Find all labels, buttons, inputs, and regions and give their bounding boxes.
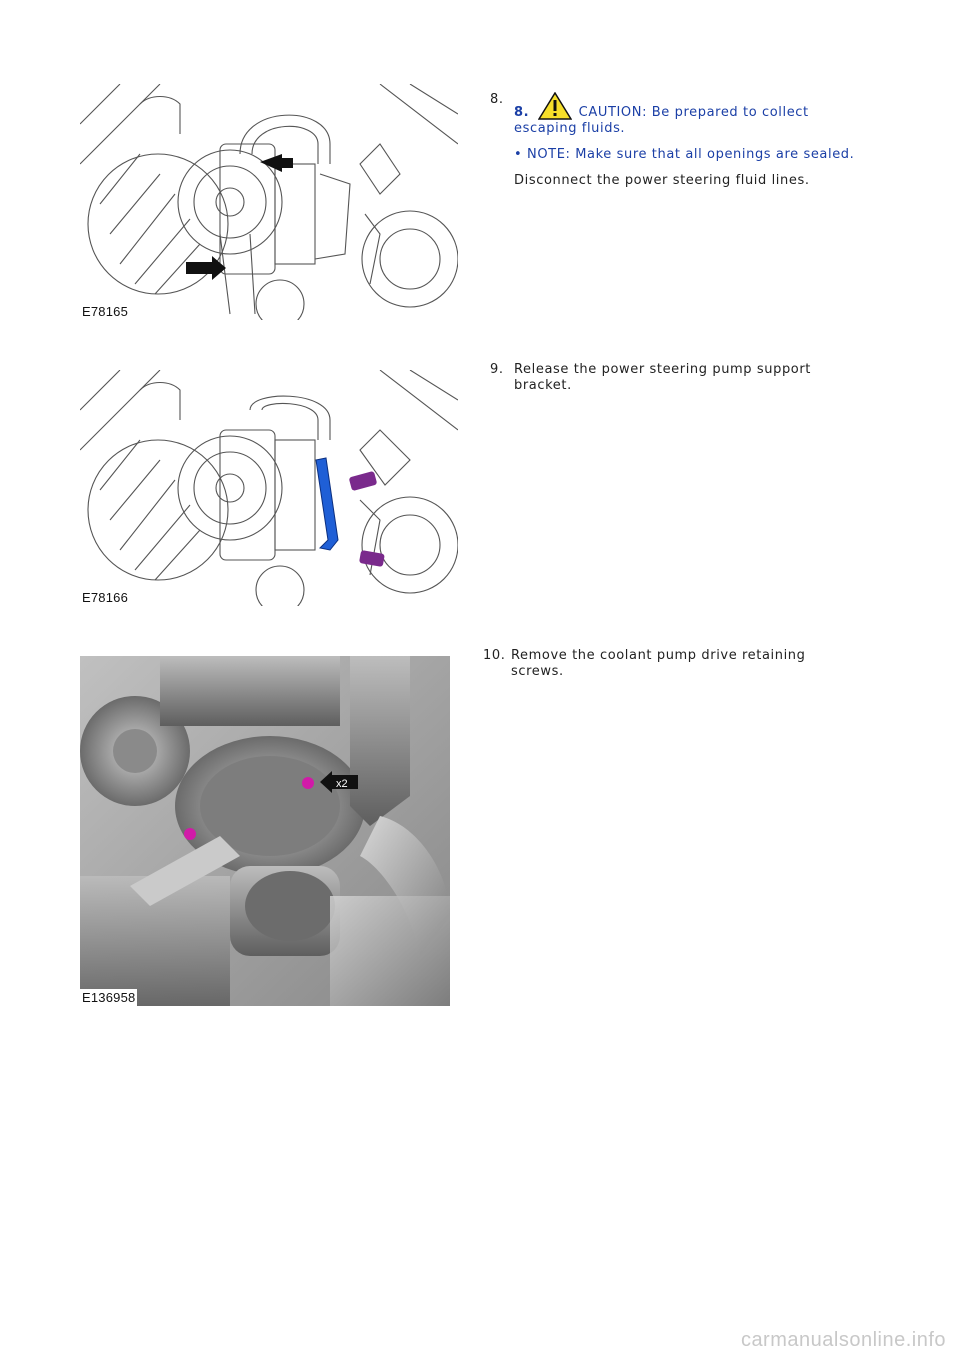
step-description: Release the power steering pump support bracket. — [514, 362, 812, 393]
figure-label: E136958 — [82, 990, 136, 1005]
engine-render-3 — [80, 656, 450, 1006]
callout-text: x2 — [336, 778, 348, 790]
step-number: 10. — [483, 648, 506, 663]
caution-line — [514, 92, 859, 137]
figure-e136958 — [80, 656, 450, 1006]
note-text: • NOTE: Make sure that all openings are sealed. — [514, 147, 855, 162]
step-body — [514, 92, 859, 189]
engine-illustration-2 — [80, 370, 458, 606]
figure-e78166 — [80, 370, 458, 606]
caution-lead: 8. — [514, 105, 530, 120]
warning-triangle-icon — [538, 92, 572, 120]
caution-text: CAUTION: Be prepared to collect escaping fluids. — [514, 105, 809, 136]
step-description: Disconnect the power steering fluid lines. — [514, 173, 810, 188]
step-number: 9. — [490, 362, 504, 377]
retaining-screw-upper — [302, 777, 314, 789]
figure-e78165 — [80, 84, 458, 320]
retaining-screw-lower — [184, 828, 196, 840]
figure-label: E78166 — [82, 590, 129, 605]
arrow-upper — [260, 154, 293, 172]
watermark-footer: carmanualsonline.info — [740, 1329, 946, 1351]
engine-illustration-1 — [80, 84, 458, 320]
step-description: Remove the coolant pump drive retaining screws. — [511, 648, 806, 679]
support-bracket — [316, 458, 338, 550]
step-number: 8. — [490, 92, 504, 107]
figure-label: E78165 — [82, 304, 129, 319]
